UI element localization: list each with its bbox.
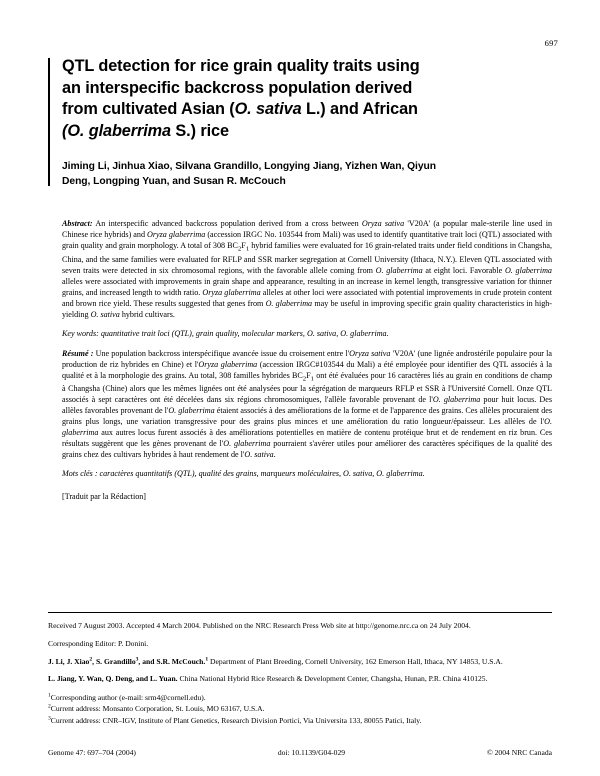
abstract-italic-5: Oryza glaberrima bbox=[202, 287, 261, 297]
abstract-text-9: may be useful in improving specific grain quality characteristics in high-yielding bbox=[62, 298, 552, 319]
footnote-2-marker: 2 bbox=[48, 703, 51, 710]
article-header bbox=[48, 56, 552, 502]
footnote-divider bbox=[48, 612, 552, 613]
footnote-block bbox=[48, 612, 552, 726]
title-line-4-b: S.) rice bbox=[170, 121, 229, 140]
affiliation-1-sup-3: 1 bbox=[205, 656, 209, 663]
author-list bbox=[62, 160, 552, 190]
resume-italic-4: O. glaberrima bbox=[168, 406, 215, 416]
abstract-text-10: hybrid cultivars. bbox=[119, 309, 175, 319]
motscles-italic-2: O. glaberrima bbox=[376, 469, 423, 479]
abstract-paragraph bbox=[62, 218, 552, 320]
journal-citation: Genome 47: 697–704 (2004) bbox=[48, 748, 136, 757]
footnote-2 bbox=[48, 704, 552, 715]
footnotes bbox=[48, 693, 552, 726]
motscles-line bbox=[62, 468, 552, 479]
footnote-3-marker: 3 bbox=[48, 715, 51, 722]
motscles-label: Mots clés bbox=[62, 469, 93, 479]
footnote-1-text: Corresponding author (e-mail: srm4@cornell.edu). bbox=[50, 693, 206, 703]
motscles-end: . bbox=[422, 469, 425, 479]
footnote-2-text: Current address: Monsanto Corporation, St. Louis, MO 63167, U.S.A. bbox=[50, 704, 265, 714]
resume-text-6: pour huit locus. Des allèles favorables provenant de l' bbox=[62, 395, 552, 416]
resume-italic-2: Oryza glaberrima bbox=[198, 359, 258, 369]
keywords-italic-1: O. sativa bbox=[306, 328, 337, 338]
title-line-4-italic: (O. glaberrima bbox=[62, 121, 171, 140]
publication-history: Received 7 August 2003. Accepted 4 March 2004. Published on the NRC Research Press Web site at http://genome.nrc.ca on 24 July 2004. bbox=[48, 620, 471, 630]
abstract-italic-6: O. glaberrima bbox=[265, 298, 313, 308]
motscles-text: : caractères quantitatifs (QTL), qualité des grains, marqueurs moléculaires, bbox=[92, 469, 344, 479]
abstract-text-8: alleles at other loci were associated with potential improvements in crude protein content and brown rice yield. These results suggested that genes from bbox=[62, 287, 553, 308]
title-line-3-italic: O. sativa bbox=[234, 100, 302, 118]
resume-label: Résumé : bbox=[62, 348, 94, 358]
keywords-line bbox=[62, 328, 552, 339]
resume-text-5: ont été évaluées pour 16 caractères liés au grain en conditions de champ à Changsha (Chine) alors que les mêmes lignées ont été analysées pour la ségrégation de marqueurs RFLP et SSR à l'Université Cornell. Onze QTL associés à sept caractères ont été décelées dans six régions chromosomiques, l'allèle favorable provenant de l' bbox=[62, 370, 552, 405]
affiliation-1-names-c: , and S.R. McCouch. bbox=[138, 657, 206, 667]
affiliations bbox=[48, 657, 552, 685]
abstract-text-6: at eight loci. Favorable bbox=[422, 265, 505, 275]
doi: doi: 10.1139/G04-029 bbox=[277, 748, 346, 757]
abstract-sub-2: 1 bbox=[245, 245, 250, 253]
resume-text-4: F bbox=[306, 370, 311, 380]
affiliation-1-address: Department of Plant Breeding, Cornell University, 162 Emerson Hall, Ithaca, NY 14853, U.S.A. bbox=[208, 657, 503, 667]
abstract-text-5: hybrid families were evaluated for 16 grain-related traits under field conditions in Changsha, China, and the same families were evaluated for RFLP and SSR marker segregation at Cornell University (Ithaca, N.Y.). Eleven QTL associated with seven traits were detected in six chromosomal regions, with the favorable allele coming from bbox=[62, 240, 552, 275]
keywords-end: . bbox=[386, 328, 389, 338]
translator-credit: [Traduit par la Rédaction] bbox=[62, 492, 146, 502]
author-line-2: Deng, Longping Yuan, and Susan R. McCouch bbox=[62, 175, 286, 187]
resume-text-9: pourraient s'avérer utiles pour améliorer des caractères spécifiques de la qualité des grains chez des cultivars hybrides à haut rendement de l' bbox=[62, 439, 552, 460]
abstract-text-4: F bbox=[241, 240, 246, 250]
title-line-3-a: from cultivated Asian ( bbox=[62, 100, 235, 118]
copyright: © 2004 NRC Canada bbox=[486, 748, 552, 757]
title-block bbox=[48, 56, 552, 192]
title-line-1: QTL detection for rice grain quality traits using bbox=[62, 57, 420, 75]
resume-text-1: Une population backcross interspécifique avancée issue du croisement entre l' bbox=[93, 348, 350, 358]
resume-italic-7: O. sativa bbox=[244, 450, 274, 460]
page-number: 697 bbox=[544, 38, 558, 48]
abstract-text-2: 'V20A' (a popular male-sterile line used in Chinese rice hybrids) and bbox=[62, 218, 552, 239]
author-line-1: Jiming Li, Jinhua Xiao, Silvana Grandillo, Longying Jiang, Yizhen Wan, Qiyun bbox=[62, 161, 436, 172]
abstract-italic-4: O. glaberrima bbox=[504, 265, 552, 275]
page-footer bbox=[48, 748, 552, 757]
page-title bbox=[62, 56, 552, 142]
abstract-text-3: (accession IRGC No. 103544 from Mali) was used to identify quantitative trait loci (QTL) associated with grain quality and grain morphology. A total of 308 BC bbox=[62, 229, 552, 250]
corresponding-editor: Corresponding Editor: P. Donini. bbox=[48, 638, 149, 648]
resume-italic-3: O. glaberrima bbox=[432, 395, 481, 405]
footnote-1 bbox=[48, 693, 552, 704]
resume-italic-5: O. glaberrima bbox=[62, 417, 552, 438]
keywords-separator: , bbox=[336, 328, 341, 338]
keywords-italic-2: O. glaberrima bbox=[340, 328, 387, 338]
resume-sub-2: 1 bbox=[310, 375, 315, 383]
abstract-italic-3: O. glaberrima bbox=[375, 265, 423, 275]
resume-text-7: étaient associés à des améliorations de la forme et de l'apparence des grains. Ces allèles procuraient des grains plus longs, une variation transgressive pour des grains plus minces et une amélioration du ratio longueur/épaisseur. Les allèles de l' bbox=[62, 406, 553, 427]
resume-paragraph bbox=[62, 348, 552, 461]
footnote-1-marker: 1 bbox=[48, 692, 51, 699]
resume-text-2: 'V20A' (une lignée androstérile populaire pour la production de riz hybrides en Chine) et l' bbox=[62, 348, 553, 369]
affiliation-1-sup-1: 2 bbox=[89, 656, 93, 663]
title-left-rule bbox=[48, 58, 50, 186]
footnote-3-text: Current address: CNR–IGV, Institute of Plant Genetics, Research Division Portici, Via Universita 133, 80055 Patici, Italy. bbox=[50, 715, 422, 725]
abstract-italic-2: Oryza glaberrima bbox=[147, 229, 206, 239]
affiliation-1-names-b: , S. Grandillo bbox=[92, 657, 136, 667]
affiliation-1-sup-2: 3 bbox=[135, 656, 139, 663]
keywords-label: Key words bbox=[62, 328, 97, 338]
resume-text-8: aux autres locus furent associés à des améliorations potentielles en matière de contenu protéique brut et de rendement en riz brun. Ces résultats suggèrent que les gènes provenant de l' bbox=[62, 428, 552, 449]
affiliation-2-address: China National Hybrid Rice Research & Development Center, Changsha, Hunan, P.R. China 410125. bbox=[177, 674, 488, 684]
affiliation-1 bbox=[48, 657, 552, 668]
resume-italic-1: Oryza sativa bbox=[349, 348, 391, 358]
abstract-section bbox=[48, 218, 552, 503]
abstract-text-7: alleles were associated with improvements in grain shape and appearance, resulting in an increase in kernel length, transgressive variation for thinner grains, and increased length to width ratio. bbox=[62, 276, 552, 297]
resume-sub-1: 2 bbox=[302, 375, 307, 383]
keywords-text: : quantitative trait loci (QTL), grain quality, molecular markers, bbox=[96, 328, 307, 338]
abstract-text-1: An interspecific advanced backcross population derived from a cross between bbox=[92, 218, 362, 228]
affiliation-2-names: L. Jiang, Y. Wan, Q. Deng, and L. Yuan. bbox=[48, 674, 178, 684]
resume-text-3: (accession IRGC#103544 du Mali) a été employée pour identifier des QTL associés à la qualité et à la morphologie des grains. Au total, 308 familles hybrides BC bbox=[62, 359, 552, 380]
resume-text-10: . bbox=[273, 450, 276, 460]
abstract-italic-1: Oryza sativa bbox=[361, 218, 405, 228]
affiliation-2 bbox=[48, 674, 552, 685]
footnote-3 bbox=[48, 716, 552, 727]
abstract-sub-1: 2 bbox=[237, 245, 242, 253]
title-line-2: an interspecific backcross population derived bbox=[62, 78, 413, 97]
title-line-3-b: L.) and African bbox=[301, 100, 418, 118]
motscles-separator: , bbox=[372, 469, 377, 479]
abstract-italic-7: O. sativa bbox=[90, 309, 120, 319]
motscles-italic-1: O. sativa bbox=[343, 469, 373, 479]
resume-italic-6: O. glaberrima bbox=[223, 439, 271, 449]
abstract-label: Abstract: bbox=[62, 218, 93, 228]
affiliation-1-names-a: J. Li, J. Xiao bbox=[48, 657, 90, 667]
